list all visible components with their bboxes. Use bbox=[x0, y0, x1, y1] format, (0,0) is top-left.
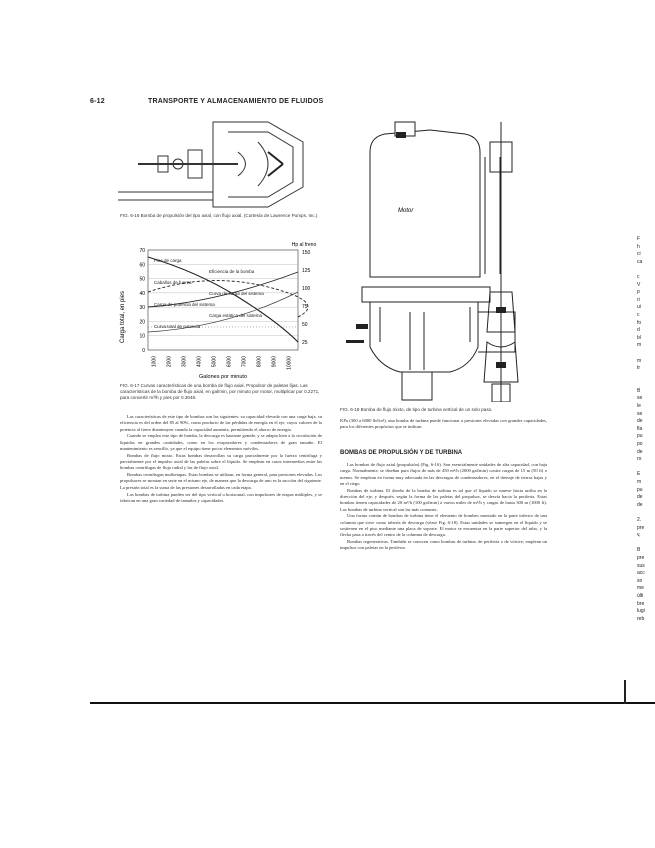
adjacent-page-edge-text bbox=[637, 236, 655, 623]
y-tick-label: 50 bbox=[139, 276, 145, 283]
edge-text-fragment: c bbox=[637, 273, 640, 280]
edge-text-fragment: h bbox=[637, 243, 640, 250]
x-tick-label: 8000 bbox=[256, 356, 263, 368]
y-tick-label: 0 bbox=[142, 348, 145, 354]
edge-text-fragment: bl bbox=[637, 334, 641, 341]
legend-entry: Curva total de potencia bbox=[154, 324, 201, 329]
edge-text-fragment: d bbox=[637, 327, 640, 334]
x-tick-label: 9000 bbox=[271, 356, 278, 368]
left-column-text bbox=[120, 414, 322, 505]
edge-text-fragment: m bbox=[637, 479, 642, 485]
x-tick-label: 5000 bbox=[211, 356, 218, 368]
right-paragraph: Las bombas de flujo axial (propulsión) (Fig. 6-16). Son esencialmente unidades de alta capacidad, con baja carga. Normalmente, se diseñan para flujos de más de 450 m³/h (2000 gal/min) contra cargas de 15 m (50 ft) o menos. Se emplean en forma muy adecuada en las descargas de condensadores, en el drenaje de tierras bajas y en el riego. bbox=[340, 462, 547, 486]
edge-text-fragment: de bbox=[637, 501, 643, 508]
edge-text-fragment: E bbox=[637, 471, 641, 478]
right-tick-label: 150 bbox=[302, 250, 311, 256]
edge-text-fragment bbox=[637, 509, 655, 517]
fig-6-16-drawing bbox=[118, 112, 318, 212]
left-paragraph: Las bombas de turbina pueden ser del tipo vertical u horizontal, con impulsores de etapas múltiples, y se fabrican en una gran variedad de tamaños y capacidades. bbox=[120, 491, 322, 503]
edge-text-fragment: reb bbox=[637, 615, 645, 622]
edge-text-fragment: bre bbox=[637, 600, 645, 607]
left-paragraph: Bombas centrífugas multietapas. Estas bombas se utilizan, en forma general, para presiones elevadas. Los propulsores se montan en serie en el mismo eje, de manera que la descarga de uno es la succión del siguiente. La presión total es la suma de las presiones desarrolladas en cada etapa. bbox=[120, 472, 322, 490]
edge-text-fragment: me bbox=[637, 585, 644, 592]
legend-entry: Pies de carga bbox=[154, 258, 182, 263]
edge-text-fragment: ri bbox=[637, 296, 640, 303]
y-tick-label: 60 bbox=[139, 262, 145, 269]
right-column-intro: KPa (300 a 6000 lbf/in²), una bomba de turbina puede funcionar a presiones elevadas con grandes capacidades, para los diferentes propósitos que se indican. bbox=[340, 418, 547, 430]
left-paragraph: Bombas de flujo mixto. Estas bombas desarrollan su carga parcialmente por la fuerza centrífuga y parcialmente por el impulso axial de las paletas sobre el líquido. Se emplean en casos intermedios entre las bombas centrífugas de flujo radial y las de flujo axial. bbox=[120, 452, 322, 471]
edge-text-fragment: pre bbox=[637, 554, 645, 561]
fig-6-18-caption: FIG. 6-18 Bomba de flujo mixto, de tipo de turbina vertical de un solo paso. bbox=[340, 407, 493, 412]
right-tick-label: 25 bbox=[302, 340, 308, 346]
edge-text-fragment: F bbox=[637, 236, 641, 242]
edge-text-fragment: m bbox=[637, 357, 642, 364]
legend-entry: Carga estática del sistema bbox=[209, 313, 263, 318]
right-paragraph: Bombas regenerativas. También se conocen como bombas de turbina, de periferia o de vórtice; emplean un impulsor con paletas en la periferia. bbox=[340, 539, 547, 551]
right-tick-label: 100 bbox=[302, 286, 311, 292]
right-column-text bbox=[340, 462, 547, 552]
running-title: TRANSPORTE Y ALMACENAMIENTO DE FLUIDOS bbox=[148, 98, 324, 105]
y-tick-label: 70 bbox=[139, 248, 145, 254]
fig-6-16-caption: FIG. 6-16 Bomba de propulsión del tipo axial, con flujo axial. (Cortesía de Lawrence Pumps, Inc.) bbox=[120, 213, 318, 218]
edge-text-fragment: de bbox=[637, 448, 643, 455]
fig-6-18-drawing bbox=[340, 112, 540, 402]
edge-text-fragment: so bbox=[637, 577, 643, 584]
right-tick-label: 75 bbox=[302, 304, 308, 310]
edge-text-fragment: últi bbox=[637, 592, 644, 599]
edge-text-fragment: ca bbox=[637, 258, 643, 265]
edge-text-fragment: acc bbox=[637, 570, 645, 577]
edge-text-fragment: c bbox=[637, 311, 640, 318]
section-heading: BOMBAS DE PROPULSIÓN Y DE TURBINA bbox=[340, 450, 463, 456]
edge-text-fragment: pu bbox=[637, 486, 643, 493]
edge-text-fragment: B bbox=[637, 387, 641, 394]
bottom-rule bbox=[90, 702, 655, 704]
binding-mark bbox=[624, 680, 626, 704]
y-tick-label: 20 bbox=[139, 319, 145, 326]
edge-text-fragment: tr bbox=[637, 365, 641, 372]
edge-text-fragment: sus bbox=[637, 562, 645, 569]
y-tick-label: 30 bbox=[139, 305, 145, 312]
edge-text-fragment: de bbox=[637, 418, 643, 425]
edge-text-fragment: ui bbox=[637, 304, 641, 311]
edge-text-fragment: se bbox=[637, 410, 643, 417]
edge-text-fragment bbox=[637, 266, 655, 274]
legend-entry: Carga de potencia del sistema bbox=[154, 302, 215, 307]
y-tick-label: 10 bbox=[139, 333, 145, 340]
edge-text-fragment: m bbox=[637, 342, 642, 349]
edge-text-fragment: v, bbox=[637, 532, 641, 539]
edge-text-fragment: B bbox=[637, 547, 641, 554]
page-number: 6-12 bbox=[90, 98, 105, 105]
edge-text-fragment: ci bbox=[637, 251, 641, 258]
legend-entry: Curva de carga del sistema bbox=[209, 291, 264, 296]
edge-text-fragment: 2. bbox=[637, 516, 642, 523]
edge-text-fragment: pu bbox=[637, 433, 643, 440]
legend-entry: Eficiencia de la bomba bbox=[209, 269, 255, 274]
fig-6-17-caption: FIG. 6-17 Curvas características de una bomba de flujo axial. Propulsor de paletas fijas. Las características de la bomba de flujo axial, en gal/min, por minuto por motor, multiplicar por 0.2271, para convertir m³/h y pies por 0.3048. bbox=[120, 383, 320, 400]
y-tick-label: 40 bbox=[139, 290, 145, 297]
right-tick-label: 125 bbox=[302, 268, 311, 274]
x-tick-label: 6000 bbox=[226, 356, 233, 368]
fig-6-17-ylabel: Carga total, en pies bbox=[120, 290, 126, 344]
fig-6-17-xlabel: Galones por minuto bbox=[199, 374, 247, 380]
edge-text-fragment: fla bbox=[637, 425, 643, 432]
edge-text-fragment bbox=[637, 380, 655, 388]
left-paragraph: Las características de este tipo de bombas son las siguientes: su capacidad elevada con una carga baja, su eficiencia es del orden del 85 al 90%, como producto de las pérdidas de energía en el eje, cuyos valores de la potencia al freno disminuyen cuando la capacidad aumenta, permitiendo el ahorro de energía. bbox=[120, 414, 322, 432]
edge-text-fragment: po bbox=[637, 441, 643, 448]
edge-text-fragment: se bbox=[637, 395, 643, 402]
x-tick-label: 3000 bbox=[181, 356, 188, 368]
fig-6-17-right-header: Hp al freno bbox=[291, 242, 317, 248]
x-tick-label: 10000 bbox=[286, 356, 293, 370]
edge-text-fragment: V bbox=[637, 281, 641, 288]
left-paragraph: Cuando se emplea este tipo de bomba, la descarga es bastante grande, y se adapta bien a la circulación de líquidos en grandes cantidades, como en los evaporadores y condensadores de gran tamaño. El mantenimiento es sencillo, ya que el equipo tiene pocos elementos móviles. bbox=[120, 433, 322, 451]
fig-6-17-chart bbox=[118, 232, 323, 382]
edge-text-fragment bbox=[637, 373, 655, 381]
legend-entry: Caballos de fuerza bbox=[154, 280, 192, 285]
edge-text-fragment: le bbox=[637, 403, 641, 410]
edge-text-fragment: de bbox=[637, 494, 643, 501]
edge-text-fragment bbox=[637, 350, 655, 358]
edge-text-fragment: pre bbox=[637, 524, 645, 531]
edge-text-fragment bbox=[637, 464, 655, 472]
x-tick-label: 7000 bbox=[241, 356, 248, 368]
x-tick-label: 4000 bbox=[196, 356, 203, 368]
x-tick-label: 2000 bbox=[166, 356, 173, 368]
edge-text-fragment: lugi bbox=[637, 608, 645, 615]
edge-text-fragment: fo bbox=[637, 319, 642, 326]
right-tick-label: 50 bbox=[302, 322, 308, 328]
edge-text-fragment: p bbox=[637, 289, 640, 296]
x-tick-label: 1000 bbox=[151, 356, 158, 368]
right-paragraph: Bombas de turbina. El diseño de la bomba de turbina es tal que el líquido se mueve hacia arriba en la dirección del eje, y después, según la forma de las paletas del propulsor, se desvía hacia la periferia. Estas bombas tienen capacidades de 20 m³/h (100 gal/min) a varios miles de m³/h y cargas de hasta 300 m (1000 ft). Las bombas de turbina vertical son las más comunes. bbox=[340, 487, 547, 512]
edge-text-fragment bbox=[637, 540, 655, 548]
right-paragraph: Una forma común de bombas de turbina tiene el elemento de bombeo montado en la parte inferior de una columna que sirve como tubería de descarga (véase Fig. 6-18). Estas unidades se sumergen en el líquido y se sostienen en el piso mediante una placa de soporte. El motor se encuentra en la parte superior del tubo, y la flecha pasa a través del centro de la columna de descarga. bbox=[340, 513, 547, 538]
fig-6-18-label: Motor bbox=[398, 208, 414, 214]
edge-text-fragment: ro bbox=[637, 456, 642, 463]
